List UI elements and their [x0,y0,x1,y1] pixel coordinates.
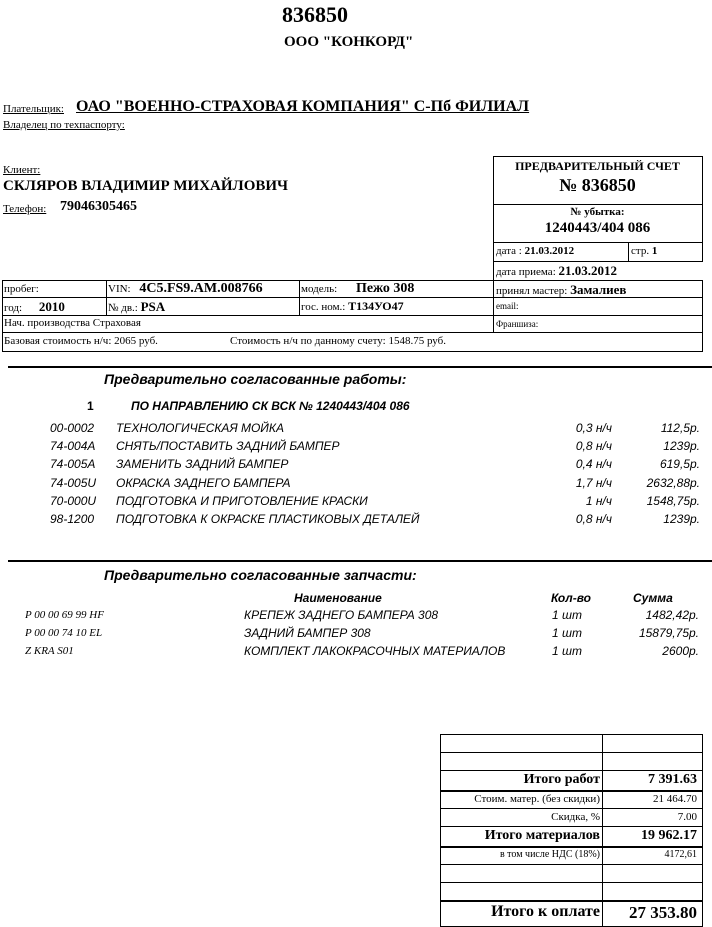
part-qty: 1 шт [552,644,582,658]
work-name: ПОДГОТОВКА И ПРИГОТОВЛЕНИЕ КРАСКИ [116,493,368,508]
work-sum: 1239р. [663,512,700,526]
work-row [0,419,712,438]
total-payable-label: Итого к оплате [491,903,600,920]
vat-label: в том числе НДС (18%) [499,849,600,860]
vin-value: 4C5.FS9.AM.008766 [139,281,263,296]
phone-value: 79046305465 [60,199,137,214]
phone-label: Телефон: [3,203,47,215]
work-hours: 0,8 н/ч [575,512,612,526]
work-row [0,455,712,474]
invoice-date-label: дата : [496,245,522,257]
vat-value: 4172,61 [664,849,697,860]
payer-label: Плательщик: [3,103,64,115]
total-works-value: 7 391.63 [648,772,697,787]
part-row [0,642,712,661]
invoice-date-value: 21.03.2012 [524,245,575,257]
base-cost: Базовая стоимость н/ч: 2065 руб. [4,335,158,347]
franchise-label: Франшиза: [496,319,539,329]
owner-label: Владелец по техпаспорту: [3,119,125,131]
work-hours: 0,3 н/ч [575,421,612,435]
part-row [0,624,712,643]
vin-label: VIN: [108,283,131,295]
work-name: СНЯТЬ/ПОСТАВИТЬ ЗАДНИЙ БАМПЕР [116,439,340,454]
master-value: Замалиев [570,282,627,297]
work-code: 74-005A [50,457,96,472]
payer-value: ОАО "ВОЕННО-СТРАХОВАЯ КОМПАНИЯ" С-Пб ФИЛИАЛ [76,98,530,115]
invoice-page [631,245,657,257]
works-group-number: 1 [87,399,94,413]
account-cost: Стоимость н/ч по данному счету: 1548.75 руб. [230,335,447,347]
work-row [0,510,712,529]
model [301,281,414,297]
work-name: ТЕХНОЛОГИЧЕСКАЯ МОЙКА [116,421,284,435]
part-name: КОМПЛЕКТ ЛАКОКРАСОЧНЫХ МАТЕРИАЛОВ [244,644,506,658]
company-name: ООО "КОНКОРД" [284,34,414,50]
part-sum: 2600р. [662,644,699,658]
work-code: 74-005U [50,475,97,490]
invoice-page-value: 1 [651,245,658,257]
invoice-title: ПРЕДВАРИТЕЛЬНЫЙ СЧЕТ [515,159,680,173]
work-hours: 1,7 н/ч [575,475,612,490]
work-code: 74-004A [50,439,96,454]
plate [301,299,404,314]
invoice-page-label: стр. [631,245,650,257]
part-row [0,606,712,625]
plate-value: Т134УО47 [348,299,404,313]
document-number: 836850 [282,2,348,27]
work-sum: 1548,75р. [646,493,700,508]
part-name: ЗАДНИЙ БАМПЕР 308 [244,626,371,640]
total-materials-label: Итого материалов [484,828,600,843]
engine [108,299,165,315]
client-label: Клиент: [3,164,41,176]
plate-label: гос. ном.: [301,301,346,313]
part-code: P 00 00 74 10 EL [25,627,103,639]
parts-col-sum: Сумма [633,591,673,605]
year-value: 2010 [38,299,65,314]
work-hours: 1 н/ч [585,493,612,508]
work-sum: 1239р. [663,439,700,454]
part-code: Z KRA S01 [25,645,74,657]
part-name: КРЕПЕЖ ЗАДНЕГО БАМПЕРА 308 [244,608,439,622]
part-code: P 00 00 69 99 HF [25,609,104,621]
parts-separator [8,560,712,562]
work-sum: 112,5р. [660,421,700,435]
works-group-title: ПО НАПРАВЛЕНИЮ СК ВСК № 1240443/404 086 [131,399,410,413]
client-name: СКЛЯРОВ ВЛАДИМИР МИХАЙЛОВИЧ [3,178,289,194]
materials-cost-label: Стоим. матер. (без скидки) [474,793,600,805]
master [496,282,626,298]
work-name: ЗАМЕНИТЬ ЗАДНИЙ БАМПЕР [116,457,289,472]
work-hours: 0,8 н/ч [575,439,612,454]
model-value: Пежо 308 [355,281,415,296]
discount-value: 7.00 [677,811,697,823]
model-label: модель: [301,283,338,295]
discount-label: Скидка, % [551,811,600,823]
total-materials-value: 19 962.17 [641,828,697,843]
works-title: Предварительно согласованные работы: [104,371,407,387]
total-works-label: Итого работ [523,772,600,787]
email-label: email: [496,301,519,311]
work-row [0,492,712,511]
work-code: 98-1200 [50,512,95,526]
engine-value: PSA [140,299,166,314]
loss-label: № убытка: [570,206,625,218]
part-qty: 1 шт [552,626,582,640]
engine-label: № дв.: [108,302,138,314]
mileage-label: пробег: [4,283,39,295]
year-label: год: [4,302,23,314]
work-sum: 619,5р. [659,457,700,472]
production-start: Нач. производства Страховая [4,317,141,329]
vin [108,281,263,297]
materials-cost-value: 21 464.70 [653,793,697,805]
parts-title: Предварительно согласованные запчасти: [104,567,417,583]
total-payable-value: 27 353.80 [629,903,697,922]
work-name: ОКРАСКА ЗАДНЕГО БАМПЕРА [116,475,291,490]
work-hours: 0,4 н/ч [575,457,612,472]
received-label: дата приема: [496,266,556,278]
part-sum: 1482,42р. [645,608,699,622]
work-row [0,474,712,493]
work-row [0,437,712,456]
part-sum: 15879,75р. [638,626,699,640]
work-name: ПОДГОТОВКА К ОКРАСКЕ ПЛАСТИКОВЫХ ДЕТАЛЕЙ [116,512,420,526]
work-code: 70-000U [50,493,97,508]
parts-col-name: Наименование [294,591,382,605]
works-separator [8,366,712,368]
part-qty: 1 шт [552,608,582,622]
work-code: 00-0002 [50,421,95,435]
invoice-date [496,245,574,257]
loss-number: 1240443/404 086 [544,220,651,236]
year [4,299,65,315]
parts-col-qty: Кол-во [551,591,591,605]
work-sum: 2632,88р. [646,475,700,490]
received-value: 21.03.2012 [558,263,617,278]
master-label: принял мастер: [496,285,568,297]
received-date [496,263,617,279]
invoice-number: № 836850 [559,175,636,195]
